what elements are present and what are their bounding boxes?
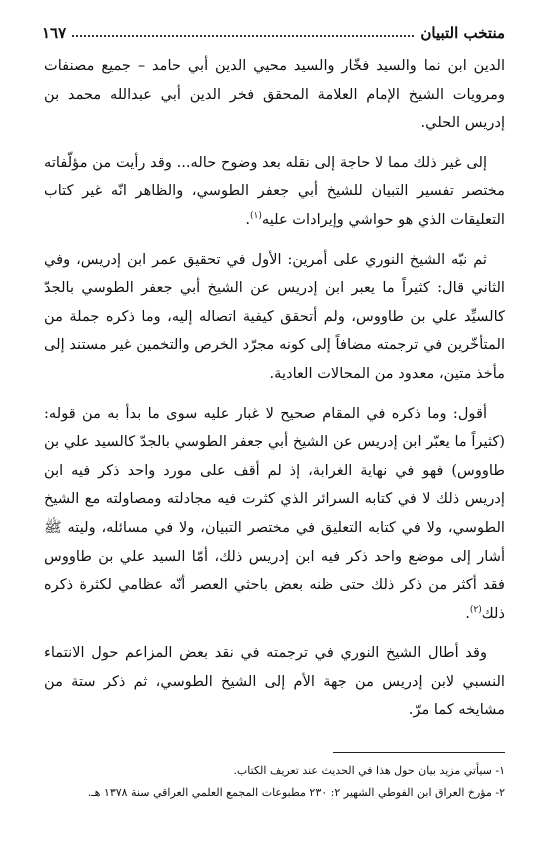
footnote-ref-2: (٢) xyxy=(469,604,482,615)
footnote-divider xyxy=(333,752,505,753)
paragraph-3: ثم نبّه الشيخ النوري على أمرين: الأول في تحقيق عمر ابن إدريس، وفي الثاني قال: كثيراً ما يعبر ابن إدريس عن الشيخ أبي جعفر الطوسي بالجدّ كالسيِّد علي بن طاووس، ولم أتحقق كيفية اتصاله إليه، وما ذكره جملة من المتأخّرين في ترجمته مضافاً إلى كونه مجرّد الخرص والتخمين غير مستند إلى مأخذ متين، معدود من المحالات العادية. xyxy=(44,250,505,382)
paragraph-1: الدين ابن نما والسيد فخّار والسيد محيي الدين أبي حامد – جميع مصنفات ومرويات الشيخ الإمام العلامة المحقق فخر الدين أبي عبدالله محمد بن إدريس الحلي. xyxy=(44,57,505,132)
paragraph-4: أقول: وما ذكره في المقام صحيح لا غبار عليه سوى ما بدأ به من قوله: (كثيراً ما يعبّر ابن إدريس عن الشيخ أبي جعفر الطوسي بالجدّ كالسيد علي بن طاووس) فهو في نهاية الغرابة، إذ لم أقف على مورد واحد ذكر فيه ابن إدريس ذلك لا في كتابه السرائر الذي كثرت فيه مجادلته ومصاولته مع الشيخ الطوسي، ولا في كتابه التعليق في مختصر التبيان، ولا في مسائله، وليته ﷺ أشار إلى موضع واحد ذكر فيه ابن إدريس ذلك، أمّا السيد علي بن طاووس فقد أكثر من ذكر ذلك حتى ظنه بعض باحثي العصر أنّه عظامي لكثرة ذكره ذلك$^{(٢)}$. xyxy=(44,404,505,622)
page-body xyxy=(44,52,505,725)
footnote-2: ٢- مؤرخ العراق ابن الفوطي الشهير ٢: ٢٣٠ مطبوعات المجمع العلمي العراقي سنة ١٣٧٨ هـ. xyxy=(87,786,505,799)
page-number: ١٦٧ xyxy=(42,24,67,42)
paragraph-5: وقد أطال الشيخ النوري في ترجمته في نقد بعض المزاعم حول الانتماء النسبي لابن إدريس من جهة الأم إلى الشيخ الطوسي، ثم ذكر ستة من مشايخه كما مرّ. xyxy=(44,644,505,719)
footnote-ref-1: (١) xyxy=(250,211,262,222)
footnote-1: ١- سيأتي مزيد بيان حول هذا في الحديث عند تعريف الكتاب. xyxy=(233,764,505,777)
footnotes xyxy=(44,760,505,804)
dotted-leader xyxy=(72,35,414,37)
page-header xyxy=(42,20,505,42)
paragraph-2: إلى غير ذلك مما لا حاجة إلى نقله بعد وضوح حاله... وقد رأيت من مؤلّفاته مختصر تفسير التبيان للشيخ أبي جعفر الطوسي، والظاهر انّه غير كتاب التعليقات الذي هو حواشي وإيرادات عليه$^{(١)}$. xyxy=(44,153,505,228)
running-title: منتخب التبيان xyxy=(420,24,505,42)
